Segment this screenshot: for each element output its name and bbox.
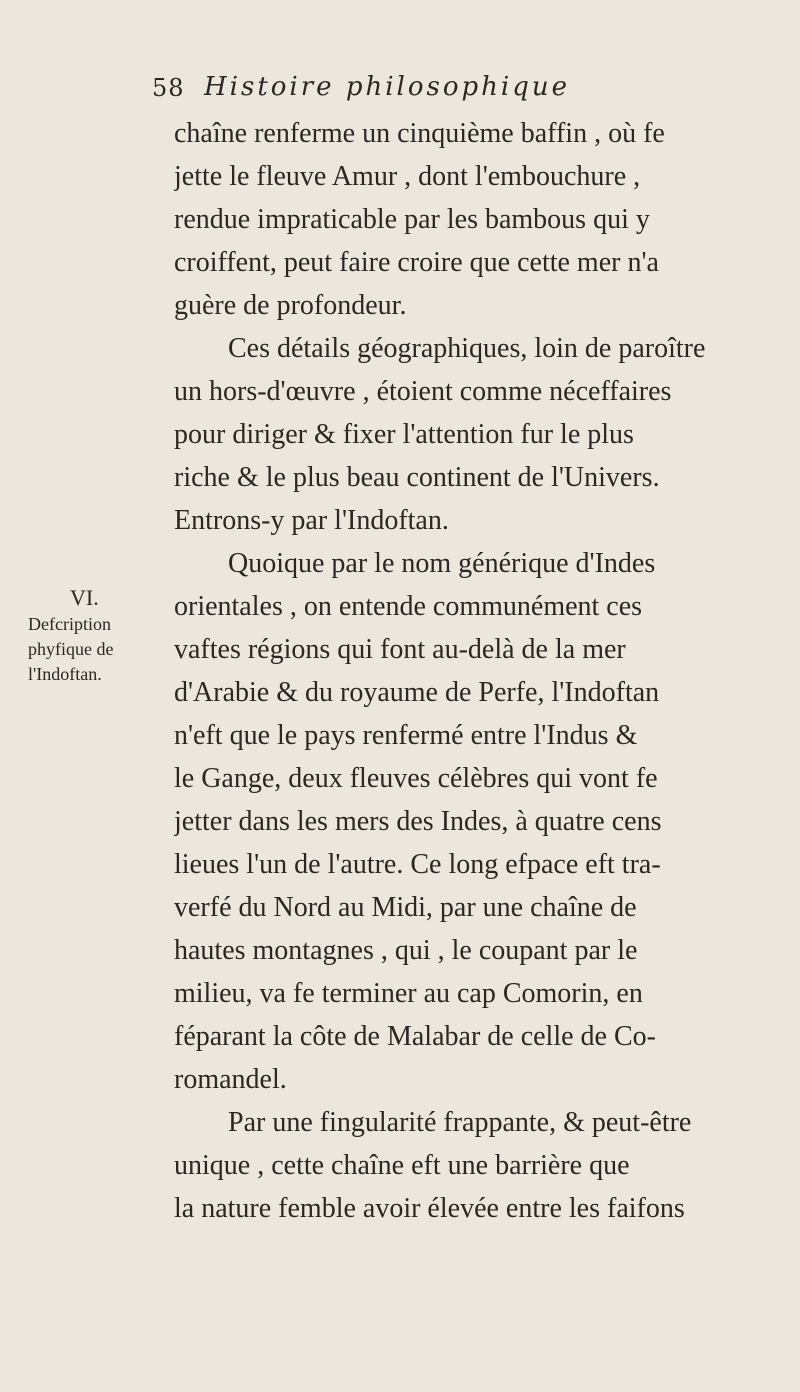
text-line: guère de profondeur. xyxy=(174,290,407,321)
text-line: Ces détails géographiques, loin de paroître xyxy=(228,333,706,364)
margin-note-line: Defcription xyxy=(28,614,111,634)
text-line: riche & le plus beau continent de l'Univers. xyxy=(174,462,660,493)
text-line: jette le fleuve Amur , dont l'embouchure , xyxy=(174,161,641,192)
text-line: Quoique par le nom générique d'Indes xyxy=(228,548,656,579)
text-line: milieu, va fe terminer au cap Comorin, en xyxy=(174,978,643,1009)
page-header xyxy=(152,70,752,110)
text-line: la nature femble avoir élevée entre les faifons xyxy=(174,1193,685,1224)
page-number: 58 xyxy=(152,74,185,102)
text-line: féparant la côte de Malabar de celle de Co- xyxy=(174,1021,656,1052)
text-line: Par une fingularité frappante, & peut-être xyxy=(228,1107,692,1138)
text-line: un hors-d'œuvre , étoient comme néceffaires xyxy=(174,376,672,407)
margin-note xyxy=(28,584,158,687)
text-line: croiffent, peut faire croire que cette mer n'a xyxy=(174,247,659,278)
text-line: Entrons-y par l'Indoftan. xyxy=(174,505,449,536)
running-title: Histoire philosophique xyxy=(204,72,570,102)
text-line: lieues l'un de l'autre. Ce long efpace eft tra- xyxy=(174,849,661,880)
body-text xyxy=(174,112,794,1230)
margin-note-line: phyfique de xyxy=(28,639,114,659)
margin-note-line: l'Indoftan. xyxy=(28,664,102,684)
text-line: rendue impraticable par les bambous qui y xyxy=(174,204,650,235)
text-line: le Gange, deux fleuves célèbres qui vont fe xyxy=(174,763,658,794)
text-line: orientales , on entende communément ces xyxy=(174,591,643,622)
text-line: hautes montagnes , qui , le coupant par le xyxy=(174,935,638,966)
text-line: romandel. xyxy=(174,1064,287,1095)
text-line: chaîne renferme un cinquième baffin , où fe xyxy=(174,118,665,149)
text-line: d'Arabie & du royaume de Perfe, l'Indoftan xyxy=(174,677,660,708)
text-line: verfé du Nord au Midi, par une chaîne de xyxy=(174,892,637,923)
section-number: VI. xyxy=(70,585,99,610)
text-line: n'eft que le pays renfermé entre l'Indus & xyxy=(174,720,638,751)
text-line: vaftes régions qui font au-delà de la mer xyxy=(174,634,626,665)
text-line: jetter dans les mers des Indes, à quatre cens xyxy=(174,806,662,837)
text-line: pour diriger & fixer l'attention fur le plus xyxy=(174,419,634,450)
text-line: unique , cette chaîne eft une barrière que xyxy=(174,1150,630,1181)
